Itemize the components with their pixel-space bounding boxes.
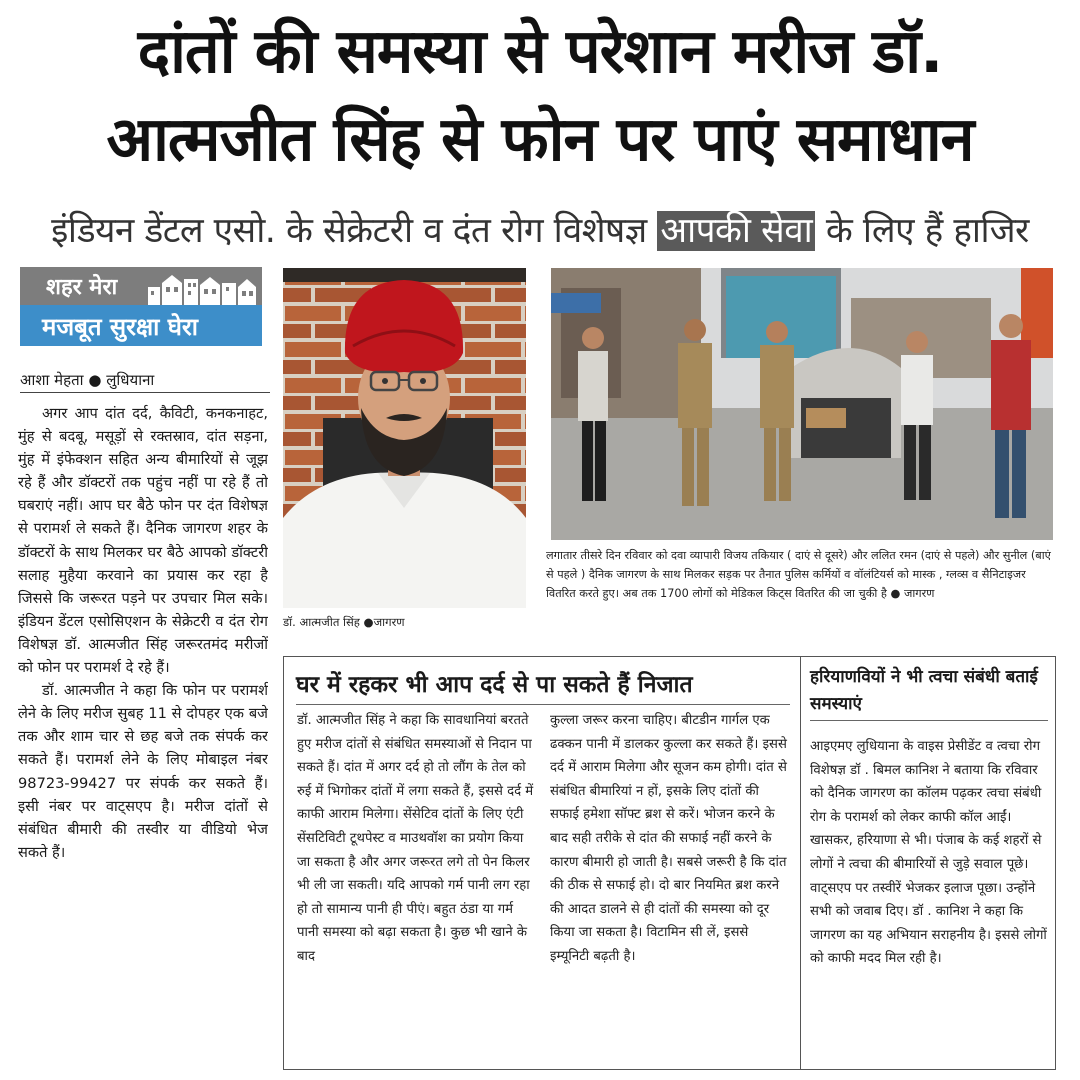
box1-column-b: कुल्ला जरूर करना चाहिए। बीटडीन गार्गल एक ढक्कन पानी में डालकर कुल्ला कर सकते हैं। इससे दर्द में आराम मिलेगा और सूजन कम होगी। दांत से संबंधित बीमारियां न हों, इसके लिए दांतों की सफाई हमेशा सॉफ्ट ब्रश से करें। भोजन करने के बाद सही तरीके से दांत की सफाई नहीं करने के कारण बीमारी हो जाती है। सबसे जरूरी है कि दांत की ठीक से सफाई हो। दो बार नियमित ब्रश करने की आदत डालने से ही दांतों की समस्या को दूर किया जा सकता है। विटामिन सी लें, इससे इम्यूनिटी बढ़ती है। [550, 713, 787, 964]
group-photo-illustration [551, 268, 1053, 540]
headline-line-2: आत्मजीत सिंह से फोन पर पाएं समाधान [106, 104, 974, 175]
column-logo-line-2: मजबूत सुरक्षा घेरा [42, 313, 198, 341]
portrait-caption-name: डॉ. आत्मजीत सिंह [283, 615, 360, 629]
group-photo [551, 268, 1053, 540]
main-story-paragraph-1: अगर आप दांत दर्द, कैविटी, कनकनाहट, मुंह से बदबू, मसूड़ों से रक्तस्राव, दांत सड़ना, मुंह में इंफेक्शन सहित अन्य बीमारियों से जूझ रहे हैं और डॉक्टरों तक पहुंच नहीं पा रहे हैं तो घबराएं नहीं। आप घर बैठे फोन पर दंत विशेषज्ञ से परामर्श ले सकते हैं। दैनिक जागरण शहर के डॉक्टरों के साथ मिलकर घर बैठे आपको डॉक्टरी सलाह मुहैया करवाने का प्रयास कर रहा है जिससे कि जरूरत पड़ने पर उपचार मिल सके। इंडियन डेंटल एसोसिएशन के सेक्रेटरी व दंत रोग विशेषज्ञ डॉ. आत्मजीत सिंह जरूरतमंद मरीजों को फोन पर परामर्श दे रहे हैं। [18, 405, 268, 677]
group-photo-caption-source: जागरण [903, 587, 935, 600]
box2-body: आइएमए लुधियाना के वाइस प्रेसीडेंट व त्वचा रोग विशेषज्ञ डॉ . बिमल कानिश ने बताया कि रविवार को दैनिक जागरण का कॉलम पढ़कर त्वचा संबंधी रोग के परामर्श को लेकर काफी कॉल आईं। खासकर, हरियाणा से भी। पंजाब के कई शहरों से लोगों ने त्वचा की बीमारियों से जुड़े सवाल पूछे। वाट्सएप पर तस्वीरें भेजकर इलाज पूछा। उन्होंने सभी को जवाब दिए। डॉ . कानिश ने कहा कि जागरण का यह अभियान सराहनीय है। इससे लोगों को काफी मदद मिल रही है। [810, 739, 1047, 967]
group-photo-caption [546, 546, 1056, 603]
column-logo-top-band [20, 267, 262, 305]
subhead-text-after: के लिए हैं हाजिर [825, 211, 1029, 251]
byline-author: आशा मेहता [20, 371, 84, 389]
city-skyline-icon [148, 273, 256, 305]
bullet-dot-icon: ● [363, 615, 374, 629]
headline-line-1: दांतों की समस्या से परेशान मरीज डॉ. [137, 16, 943, 87]
subheadline [14, 203, 1066, 259]
main-story-paragraph-2: डॉ. आत्मजीत ने कहा कि फोन पर परामर्श लेने के लिए मरीज सुबह 11 से दोपहर एक बजे तक और शाम चार से छह बजे तक संपर्क कर सकते हैं। परामर्श लेने के लिए मोबाइल नंबर 98723-99427 पर संपर्क कर सकते हैं। इसी नंबर पर वाट्सएप है। मरीज दांतों से संबंधित बीमारी की तस्वीर या वीडियो भेज सकते हैं। [18, 682, 268, 861]
box2-title: हरियाणवियों ने भी त्वचा संबंधी बताई समस्याएं [810, 664, 1048, 721]
column-logo-line-1: शहर मेरा [46, 275, 118, 300]
bullet-dot-icon: ● [890, 587, 901, 600]
box-divider [800, 656, 801, 1070]
subhead-highlight: आपकी सेवा [657, 211, 815, 251]
column-logo-bottom-band [20, 305, 262, 346]
byline-city: लुधियाना [106, 371, 155, 389]
portrait-caption-source: जागरण [373, 615, 405, 629]
bullet-dot-icon: ● [88, 371, 102, 389]
group-photo-caption-text: लगातार तीसरे दिन रविवार को दवा व्यापारी विजय तकियार ( दाएं से दूसरे) और ललित रमन (दाएं से पहले) और सुनील (बाएं से पहले ) दैनिक जागरण के साथ मिलकर सड़क पर तैनात पुलिस कर्मियों व वॉलंटियर्स को मास्क , ग्लव्स व सैनिटाइजर वितरित करते हुए। अब तक 1700 लोगों को मेडिकल किट्स वितरित की जा चुकी है [546, 549, 1051, 600]
column-logo [20, 267, 262, 346]
byline [20, 370, 270, 393]
box1-column-a: डॉ. आत्मजीत सिंह ने कहा कि सावधानियां बरतते हुए मरीज दांतों से संबंधित समस्याओं से निदान पा सकते हैं। दांत में अगर दर्द हो तो लौंग के तेल को रुई में भिगोकर दांतों में लगा सकते हैं, इससे दर्द में काफी आराम मिलेगा। सेंसेटिव दांतों के लिए एंटी सेंसटिविटी टूथपेस्ट व माउथवॉश का प्रयोग किया जा सकता है और अगर जरूरत लगे तो पेन किलर भी ली जा सकती। यदि आपको गर्म पानी लग रहा हो तो सामान्य पानी ही पीएं। बहुत ठंडा या गर्म पानी समस्या को बढ़ा सकता है। कुछ भी खाने के बाद [297, 713, 534, 964]
box1-title: घर में रहकर भी आप दर्द से पा सकते हैं निजात [296, 668, 790, 705]
portrait-caption [283, 614, 526, 630]
main-story-column [18, 402, 268, 1072]
person-figure [578, 327, 608, 501]
portrait-photo [283, 268, 526, 608]
portrait-photo-illustration [283, 268, 526, 608]
subhead-text-before: इंडियन डेंटल एसो. के सेक्रेटरी व दंत रोग विशेषज्ञ [51, 211, 647, 251]
